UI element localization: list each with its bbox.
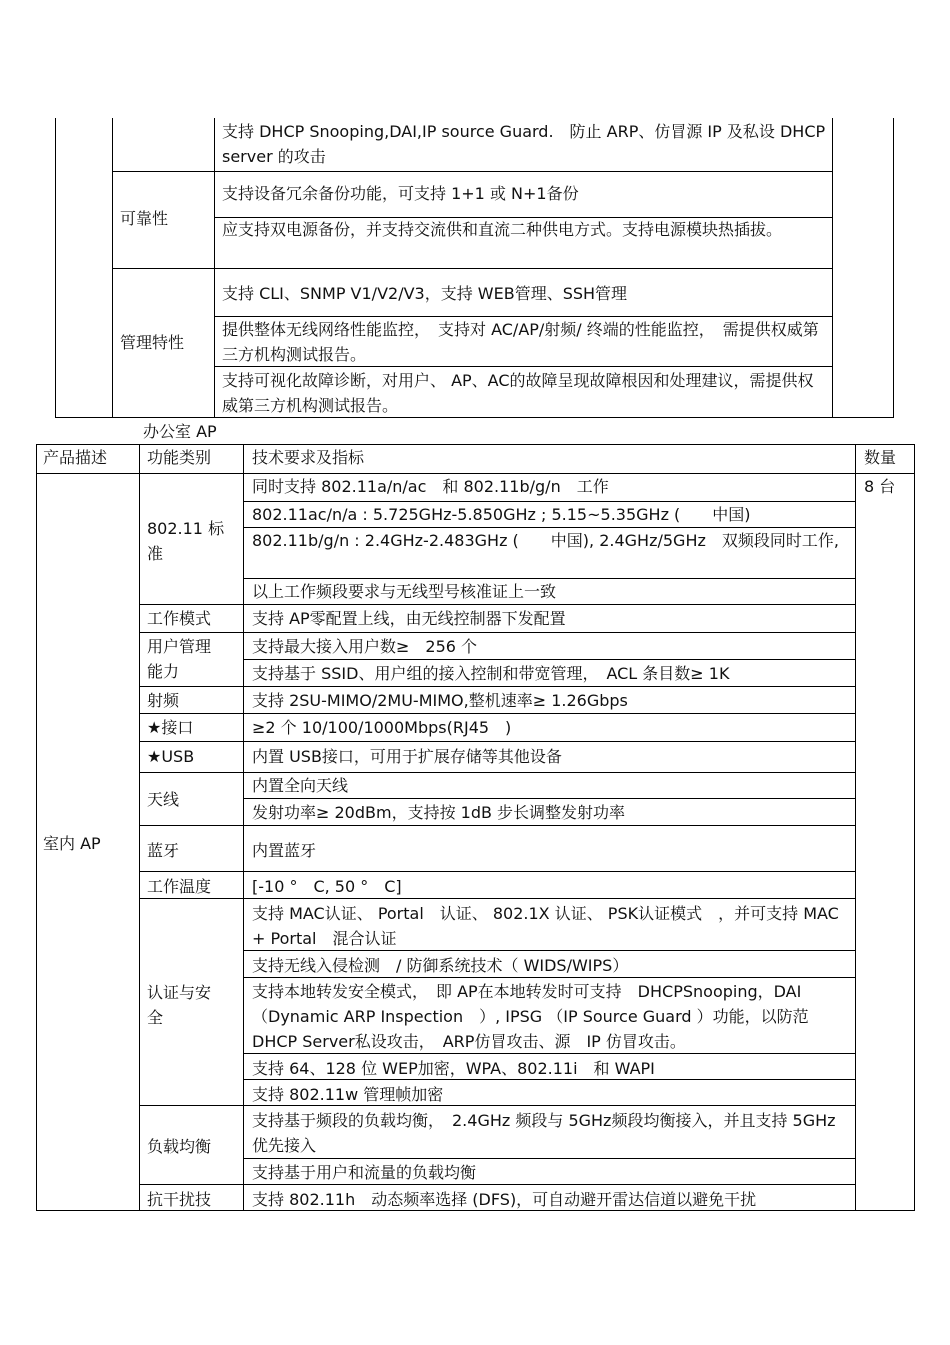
req-max-users: 支持最大接入用户数≥ 256 个 [252,637,478,656]
req-80211w: 支持 802.11w 管理帧加密 [252,1085,444,1104]
category-antenna: 天线 [147,790,180,809]
req-local-forwarding-security: 支持本地转发安全模式， 即 AP在本地转发时可支持 DHCPSnooping，DAI（Dynamic ARP Inspection ）, IPSG （IP Source Guard ）功能，以防范 DHCP Server私设攻击， ARP仿冒攻击、源 IP 仿冒攻击。 [252,982,809,1051]
table-rule [36,444,915,445]
header-function-category: 功能类别 [147,448,212,467]
table-rule [893,118,894,418]
req-band-certificate: 以上工作频段要求与无线型号核准证上一致 [252,582,557,601]
upper-req-dual-power: 应支持双电源备份，并支持交流供和直流二种供电方式。支持电源模块热插拔。 [222,220,783,239]
req-bluetooth: 内置蓝牙 [252,841,317,860]
table-rule [243,977,856,978]
table-rule [243,1184,856,1185]
req-zero-config: 支持 AP零配置上线，由无线控制器下发配置 [252,609,566,628]
req-auth-modes: 支持 MAC认证、 Portal 认证、 802.1X 认证、 PSK认证模式 ，并可支持 MAC + Portal 混合认证 [252,904,839,948]
table-rule [214,366,833,367]
upper-req-dhcp-snooping: 支持 DHCP Snooping,DAI,IP source Guard. 防止 ARP、仿冒源 IP 及私设 DHCP server 的攻击 [222,122,826,166]
category-80211-standard: 802.11 标准 [147,519,225,563]
table-rule [243,527,856,528]
table-rule [36,1210,915,1211]
table-rule [214,316,833,317]
table-rule [243,659,856,660]
req-usb-port: 内置 USB接口，可用于扩展存储等其他设备 [252,747,562,766]
req-transmit-power: 发射功率≥ 20dBm，支持按 1dB 步长调整发射功率 [252,803,626,822]
table-rule [112,171,833,172]
upper-req-redundancy: 支持设备冗余备份功能，可支持 1+1 或 N+1备份 [222,184,579,203]
table-rule [243,871,856,872]
category-operating-temperature: 工作温度 [147,877,212,896]
table-rule [139,632,244,633]
section-title: 办公室 AP [143,422,217,441]
category-work-mode: 工作模式 [147,609,212,628]
category-anti-interference: 抗干扰技 [147,1190,212,1209]
quantity-value: 8 台 [864,477,896,496]
table-rule [243,501,856,502]
category-user-management: 用户管理能力 [147,637,212,681]
table-rule [243,713,856,714]
table-rule [36,444,37,1211]
table-rule [243,632,856,633]
table-rule [139,1184,244,1185]
req-omni-antenna: 内置全向天线 [252,776,349,795]
product-name: 室内 AP [43,834,101,853]
req-dfs: 支持 802.11h 动态频率选择 (DFS)，可自动避开雷达信道以避免干扰 [252,1190,757,1209]
table-rule [855,444,856,1211]
req-temperature-range: [-10 ° C, 50 ° C] [252,877,402,896]
table-rule [139,604,244,605]
table-rule [55,417,894,418]
upper-req-fault-diagnosis: 支持可视化故障诊断，对用户、 AP、AC的故障呈现故障根因和处理建议，需提供权威第三方机构测试报告。 [222,371,814,415]
req-24ghz-band: 802.11b/g/n : 2.4GHz-2.483GHz ( 中国), 2.4GHz/5GHz 双频段同时工作, [252,531,839,550]
table-rule [243,1079,856,1080]
upper-category-management: 管理特性 [120,333,185,352]
category-usb: ★USB [147,747,195,766]
header-product-description: 产品描述 [43,448,108,467]
header-quantity: 数量 [864,448,897,467]
table-rule [243,1105,856,1106]
table-rule [36,473,915,474]
table-rule [243,1158,856,1159]
table-rule [214,217,833,218]
table-rule [139,741,244,742]
table-rule [243,578,856,579]
table-rule [139,444,140,1211]
table-rule [139,772,244,773]
req-band-load-balance: 支持基于频段的负载均衡， 2.4GHz 频段与 5GHz频段均衡接入，并且支持 5GHz优先接入 [252,1111,836,1155]
header-technical-requirements: 技术要求及指标 [252,448,365,467]
table-rule [139,1105,244,1106]
table-rule [243,686,856,687]
table-rule [139,898,244,899]
req-ssid-acl: 支持基于 SSID、用户组的接入控制和带宽管理， ACL 条目数≥ 1K [252,664,730,683]
category-authentication-security: 认证与安全 [147,983,212,1027]
req-encryption: 支持 64、128 位 WEP加密，WPA、802.11i 和 WAPI [252,1059,655,1078]
table-rule [139,871,244,872]
table-rule [243,444,244,1211]
category-load-balancing: 负载均衡 [147,1137,212,1156]
table-rule [914,444,915,1211]
table-rule [243,741,856,742]
upper-category-reliability: 可靠性 [120,209,169,228]
category-interface: ★接口 [147,718,194,737]
req-5ghz-band: 802.11ac/n/a : 5.725GHz-5.850GHz ; 5.15~5.35GHz ( 中国) [252,505,751,524]
table-rule [139,713,244,714]
table-rule [139,825,244,826]
table-rule [243,950,856,951]
req-ethernet-ports: ≥2 个 10/100/1000Mbps(RJ45 ) [252,718,512,737]
table-rule [243,898,856,899]
table-rule [243,798,856,799]
category-radio: 射频 [147,691,180,710]
table-rule [139,686,244,687]
table-rule [55,118,56,418]
req-mimo-rate: 支持 2SU-MIMO/2MU-MIMO,整机速率≥ 1.26Gbps [252,691,628,710]
table-rule [112,268,833,269]
upper-req-performance-monitor: 提供整体无线网络性能监控， 支持对 AC/AP/射频/ 终端的性能监控， 需提供权威第三方机构测试报告。 [222,320,819,364]
req-user-traffic-balance: 支持基于用户和流量的负载均衡 [252,1163,477,1182]
table-rule [243,1053,856,1054]
category-bluetooth: 蓝牙 [147,841,180,860]
table-rule [243,604,856,605]
req-dual-standard: 同时支持 802.11a/n/ac 和 802.11b/g/n 工作 [252,477,609,496]
table-rule [243,772,856,773]
upper-req-cli-snmp: 支持 CLI、SNMP V1/V2/V3，支持 WEB管理、SSH管理 [222,284,628,303]
req-wids-wips: 支持无线入侵检测 / 防御系统技术（ WIDS/WIPS） [252,956,629,975]
table-rule [243,825,856,826]
